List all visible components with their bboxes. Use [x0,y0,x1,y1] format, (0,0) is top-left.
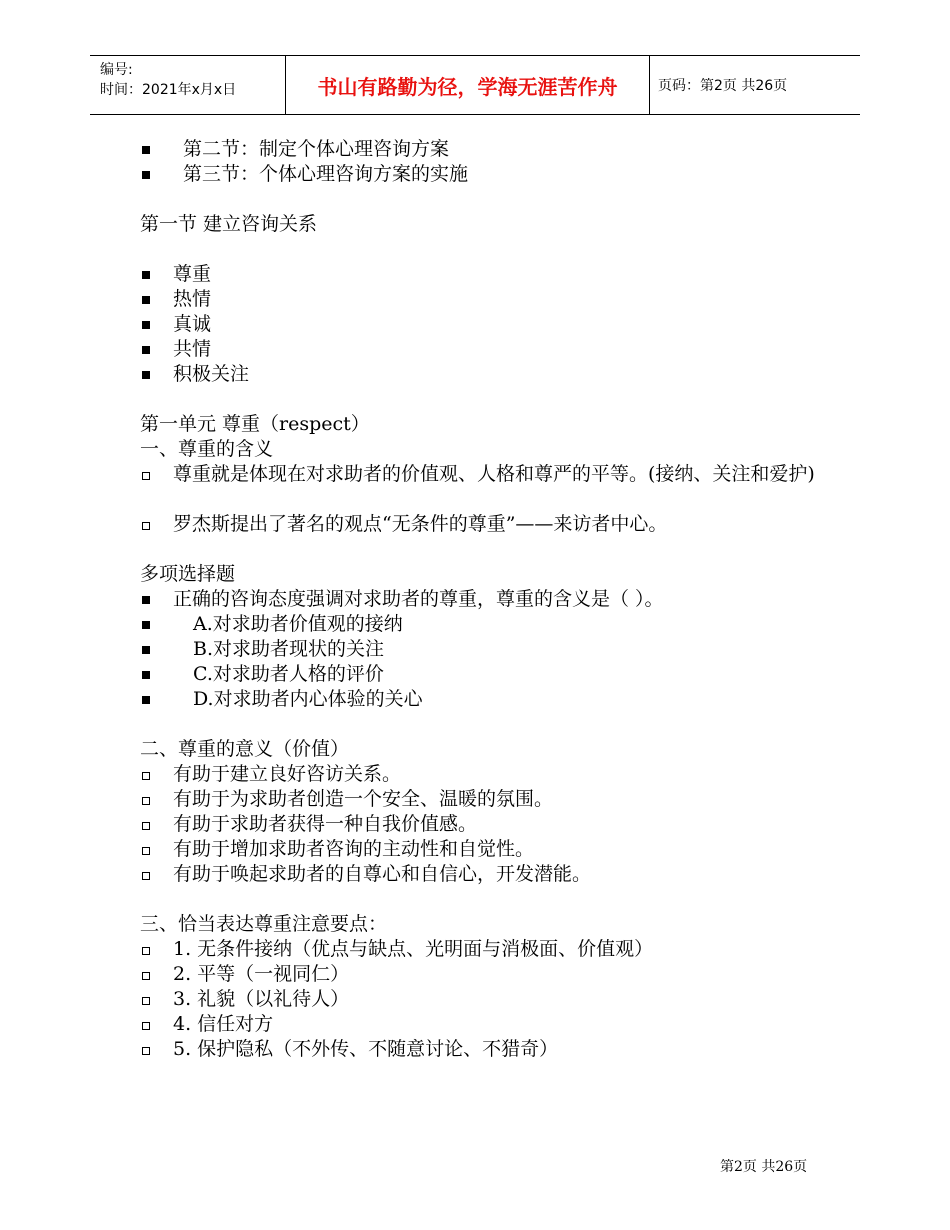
list-item: 5. 保护隐私（不外传、不随意讨论、不猎奇） [173,1038,559,1060]
unit-title: 第一单元 尊重（respect） [140,413,370,435]
list-item: 有助于为求助者创造一个安全、温暖的氛围。 [173,788,554,810]
page-header [90,55,860,115]
list-item: 罗杰斯提出了著名的观点“无条件的尊重”——来访者中心。 [173,513,668,535]
header-page-info: 页码：第2页 共26页 [658,78,788,94]
list-item: 有助于唤起求助者的自尊心和自信心，开发潜能。 [173,863,592,885]
list-item: 1. 无条件接纳（优点与缺点、光明面与消极面、价值观） [173,938,654,960]
list-item: 有助于增加求助者咨询的主动性和自觉性。 [173,838,535,860]
quiz-question: 正确的咨询态度强调对求助者的尊重，尊重的含义是（ ）。 [173,588,664,610]
points-heading: 三、恰当表达尊重注意要点： [140,913,388,935]
quiz-option: C.对求助者人格的评价 [193,663,384,685]
quiz-option: D.对求助者内心体验的关心 [193,688,423,710]
page-footer: 第2页 共26页 [720,1159,808,1175]
header-number-label: 编号: [100,62,133,78]
header-meta [90,56,286,114]
list-item: 真诚 [173,313,212,335]
meaning-heading: 一、尊重的含义 [140,438,274,460]
header-time-label: 时间：2021年x月x日 [100,82,237,98]
list-item: 第二节：制定个体心理咨询方案 [183,138,450,160]
quiz-option: A.对求助者价值观的接纳 [193,613,403,635]
quiz-heading: 多项选择题 [140,563,236,585]
list-item: 共情 [173,338,212,360]
list-item: 第三节：个体心理咨询方案的实施 [183,163,469,185]
section-title: 第一节 建立咨询关系 [140,213,318,235]
list-item: 4. 信任对方 [173,1013,274,1035]
list-item: 2. 平等（一视同仁） [173,963,350,985]
header-motto: 书山有路勤为径，学海无涯苦作舟 [286,56,650,114]
quiz-option: B.对求助者现状的关注 [193,638,385,660]
list-item: 尊重 [173,263,212,285]
list-item: 有助于求助者获得一种自我价值感。 [173,813,478,835]
list-item: 热情 [173,288,212,310]
list-item: 尊重就是体现在对求助者的价值观、人格和尊严的平等。(接纳、关注和爱护) [173,463,815,485]
significance-heading: 二、尊重的意义（价值） [140,738,350,760]
list-item: 3. 礼貌（以礼待人） [173,988,350,1010]
list-item: 积极关注 [173,363,250,385]
list-item: 有助于建立良好咨访关系。 [173,763,402,785]
document-body [140,137,820,1062]
